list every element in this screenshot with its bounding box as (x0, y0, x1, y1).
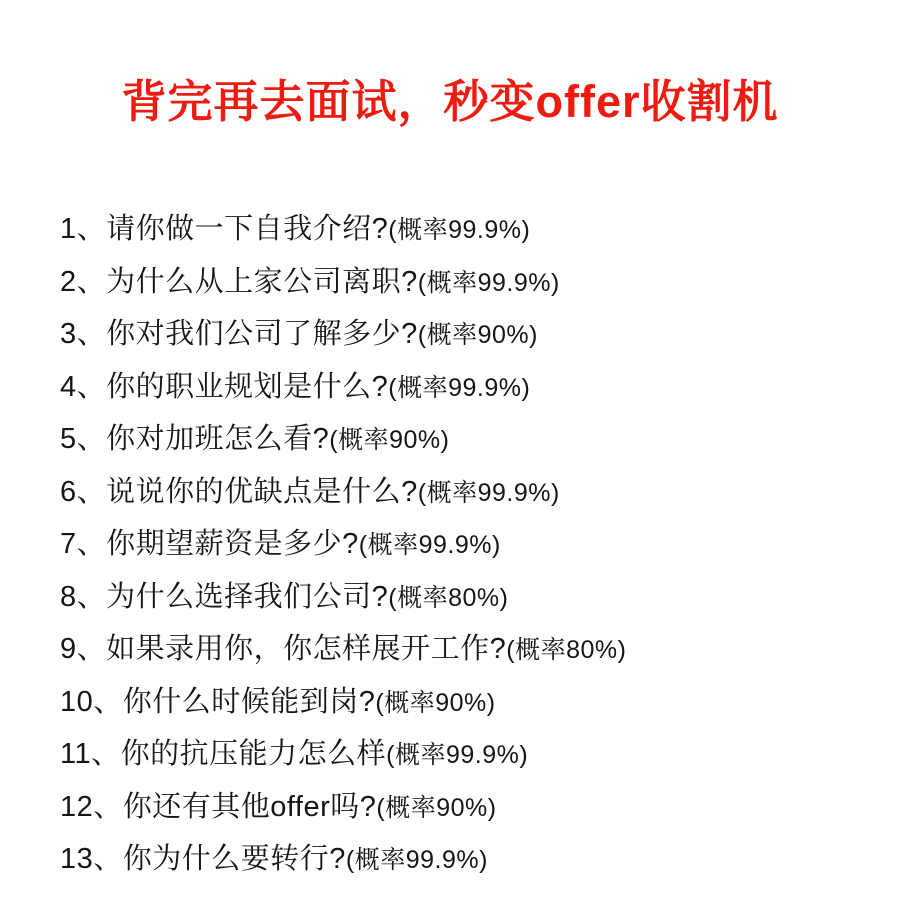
list-item (60, 834, 860, 887)
list-item (60, 624, 860, 677)
list-item-number: 12、 (60, 790, 123, 823)
list-item (60, 362, 860, 415)
list-item-question: 说说你的优缺点是什么? (106, 475, 418, 508)
list-item-number: 1、 (60, 213, 107, 245)
list-item-probability: (概率80%) (506, 636, 627, 664)
list-item-question: 你对加班怎么看? (106, 423, 330, 455)
list-item-number: 5、 (60, 423, 107, 455)
list-item-number: 6、 (60, 475, 107, 508)
list-item-question: 请你做一下自我介绍? (106, 213, 389, 245)
list-item-probability: (概率99.9%) (388, 216, 531, 244)
list-item-number: 2、 (60, 265, 107, 298)
list-item (60, 572, 860, 625)
list-item-number: 8、 (60, 580, 107, 613)
list-item-question: 为什么从上家公司离职? (106, 265, 418, 298)
list-item-probability: (概率99.9%) (417, 268, 560, 297)
list-item (60, 414, 860, 467)
list-item-question: 你还有其他offer吗? (122, 790, 377, 823)
list-item (60, 467, 860, 520)
page-title: 背完再去面试，秒变offer收割机 (121, 76, 779, 127)
list-item-question: 如果录用你，你怎样展开工作? (106, 633, 507, 665)
list-item-number: 13、 (60, 843, 123, 875)
list-item-question: 你什么时候能到岗? (122, 685, 376, 718)
list-item-question: 你为什么要转行? (122, 843, 346, 875)
list-item-probability: (概率90%) (329, 426, 450, 454)
list-item-number: 7、 (60, 528, 107, 560)
list-item-question: 你期望薪资是多少? (106, 528, 359, 560)
list-item-probability: (概率99.9%) (358, 531, 501, 559)
list-item-probability: (概率99.9%) (345, 846, 488, 874)
list-item-probability: (概率80%) (388, 583, 509, 612)
list-item-number: 9、 (60, 633, 107, 665)
list-item (60, 257, 860, 310)
list-item-probability: (概率99.9%) (388, 373, 531, 402)
list-item-question: 你对我们公司了解多少? (106, 318, 418, 350)
list-item-probability: (概率90%) (417, 321, 538, 349)
list-item (60, 677, 860, 730)
list-item-probability: (概率99.9%) (417, 478, 560, 507)
interview-question-list (60, 204, 860, 887)
list-item-probability: (概率99.9%) (386, 741, 529, 769)
list-item-number: 11、 (60, 738, 121, 770)
list-item-question: 为什么选择我们公司? (106, 580, 389, 613)
list-item (60, 519, 860, 572)
list-item-probability: (概率90%) (375, 688, 496, 717)
list-item-number: 10、 (60, 685, 123, 718)
list-item (60, 204, 860, 257)
list-item (60, 309, 860, 362)
list-item-number: 3、 (60, 318, 107, 350)
list-item-probability: (概率90%) (376, 793, 497, 822)
list-item-question: 你的抗压能力怎么样 (120, 738, 387, 770)
list-item-number: 4、 (60, 370, 107, 403)
list-item-question: 你的职业规划是什么? (106, 370, 389, 403)
list-item (60, 782, 860, 835)
list-item (60, 729, 860, 782)
